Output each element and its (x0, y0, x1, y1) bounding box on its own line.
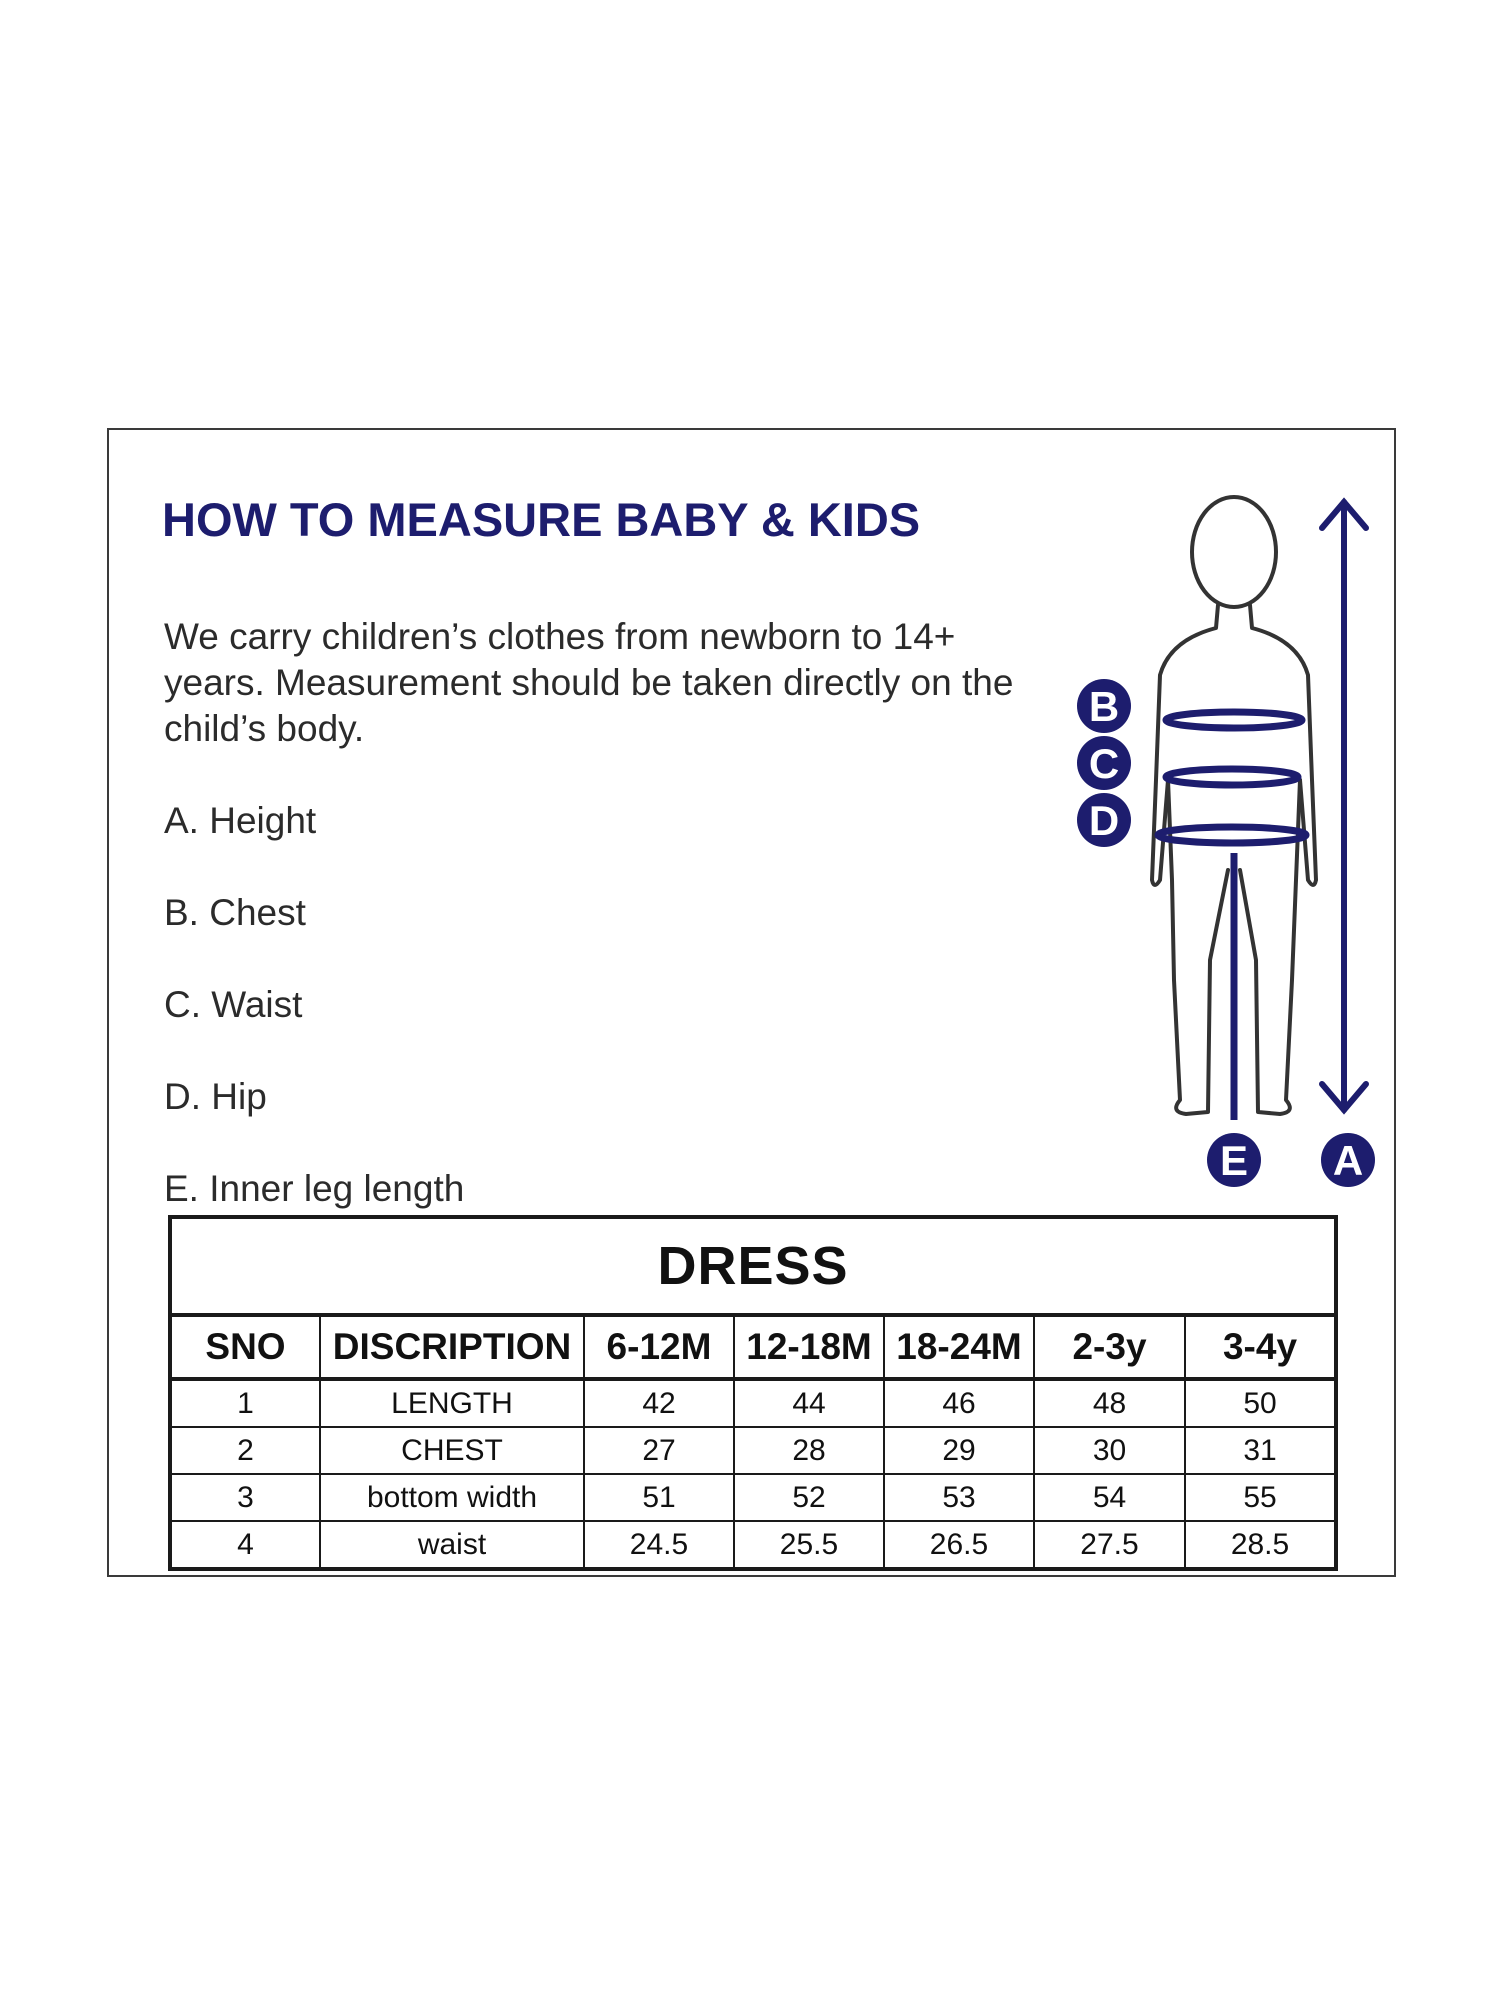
marker-c-icon (1077, 736, 1131, 790)
table-cell: 26.5 (884, 1521, 1034, 1569)
table-cell: 2 (170, 1427, 320, 1474)
table-cell: LENGTH (320, 1379, 584, 1427)
marker-a-icon (1321, 1133, 1375, 1187)
table-cell: 3 (170, 1474, 320, 1521)
table-cell: 4 (170, 1521, 320, 1569)
table-cell: 46 (884, 1379, 1034, 1427)
hip-band (1158, 827, 1306, 843)
measure-item-inner-leg: E. Inner leg length (164, 1168, 465, 1209)
table-cell: 28.5 (1185, 1521, 1336, 1569)
child-body-outline-icon (1060, 480, 1390, 1200)
svg-text:B: B (1088, 683, 1120, 730)
table-cell: 42 (584, 1379, 734, 1427)
svg-text:A: A (1332, 1137, 1364, 1184)
table-cell: waist (320, 1521, 584, 1569)
table-cell: 27 (584, 1427, 734, 1474)
table-row (170, 1379, 1336, 1427)
table-cell: 30 (1034, 1427, 1185, 1474)
column-header-6-12m: 6-12M (584, 1315, 734, 1379)
table-cell: 53 (884, 1474, 1034, 1521)
measure-item-waist: C. Waist (164, 984, 303, 1025)
table-cell: 51 (584, 1474, 734, 1521)
table-cell: 31 (1185, 1427, 1336, 1474)
table-cell: CHEST (320, 1427, 584, 1474)
table-cell: bottom width (320, 1474, 584, 1521)
table-cell: 27.5 (1034, 1521, 1185, 1569)
column-header-3-4y: 3-4y (1185, 1315, 1336, 1379)
table-cell: 24.5 (584, 1521, 734, 1569)
table-cell: 28 (734, 1427, 884, 1474)
table-cell: 29 (884, 1427, 1034, 1474)
size-table (168, 1215, 1338, 1571)
table-cell: 52 (734, 1474, 884, 1521)
waist-band (1166, 769, 1298, 785)
table-cell: 50 (1185, 1379, 1336, 1427)
table-cell: 25.5 (734, 1521, 884, 1569)
guide-title: HOW TO MEASURE BABY & KIDS (162, 493, 921, 546)
svg-text:D: D (1088, 797, 1120, 844)
table-cell: 55 (1185, 1474, 1336, 1521)
marker-e-icon (1207, 1133, 1261, 1187)
height-arrow (1322, 502, 1366, 1110)
column-header-sno: SNO (170, 1315, 320, 1379)
table-cell: 44 (734, 1379, 884, 1427)
table-cell: 54 (1034, 1474, 1185, 1521)
table-row (170, 1474, 1336, 1521)
column-header-2-3y: 2-3y (1034, 1315, 1185, 1379)
column-header-description: DISCRIPTION (320, 1315, 584, 1379)
table-row (170, 1427, 1336, 1474)
table-row (170, 1521, 1336, 1569)
table-caption: DRESS (170, 1217, 1336, 1315)
column-header-18-24m: 18-24M (884, 1315, 1034, 1379)
svg-text:E: E (1219, 1137, 1249, 1184)
marker-d-icon (1077, 793, 1131, 847)
chest-band (1166, 712, 1302, 728)
measure-item-height: A. Height (164, 800, 317, 841)
column-header-12-18m: 12-18M (734, 1315, 884, 1379)
svg-text:C: C (1088, 740, 1120, 787)
guide-intro-text: We carry children’s clothes from newborn to 14+ years. Measurement should be taken directly on the child’s body. (164, 616, 1014, 749)
measure-item-chest: B. Chest (164, 892, 306, 933)
measure-item-hip: D. Hip (164, 1076, 267, 1117)
table-cell: 1 (170, 1379, 320, 1427)
table-cell: 48 (1034, 1379, 1185, 1427)
marker-b-icon (1077, 679, 1131, 733)
